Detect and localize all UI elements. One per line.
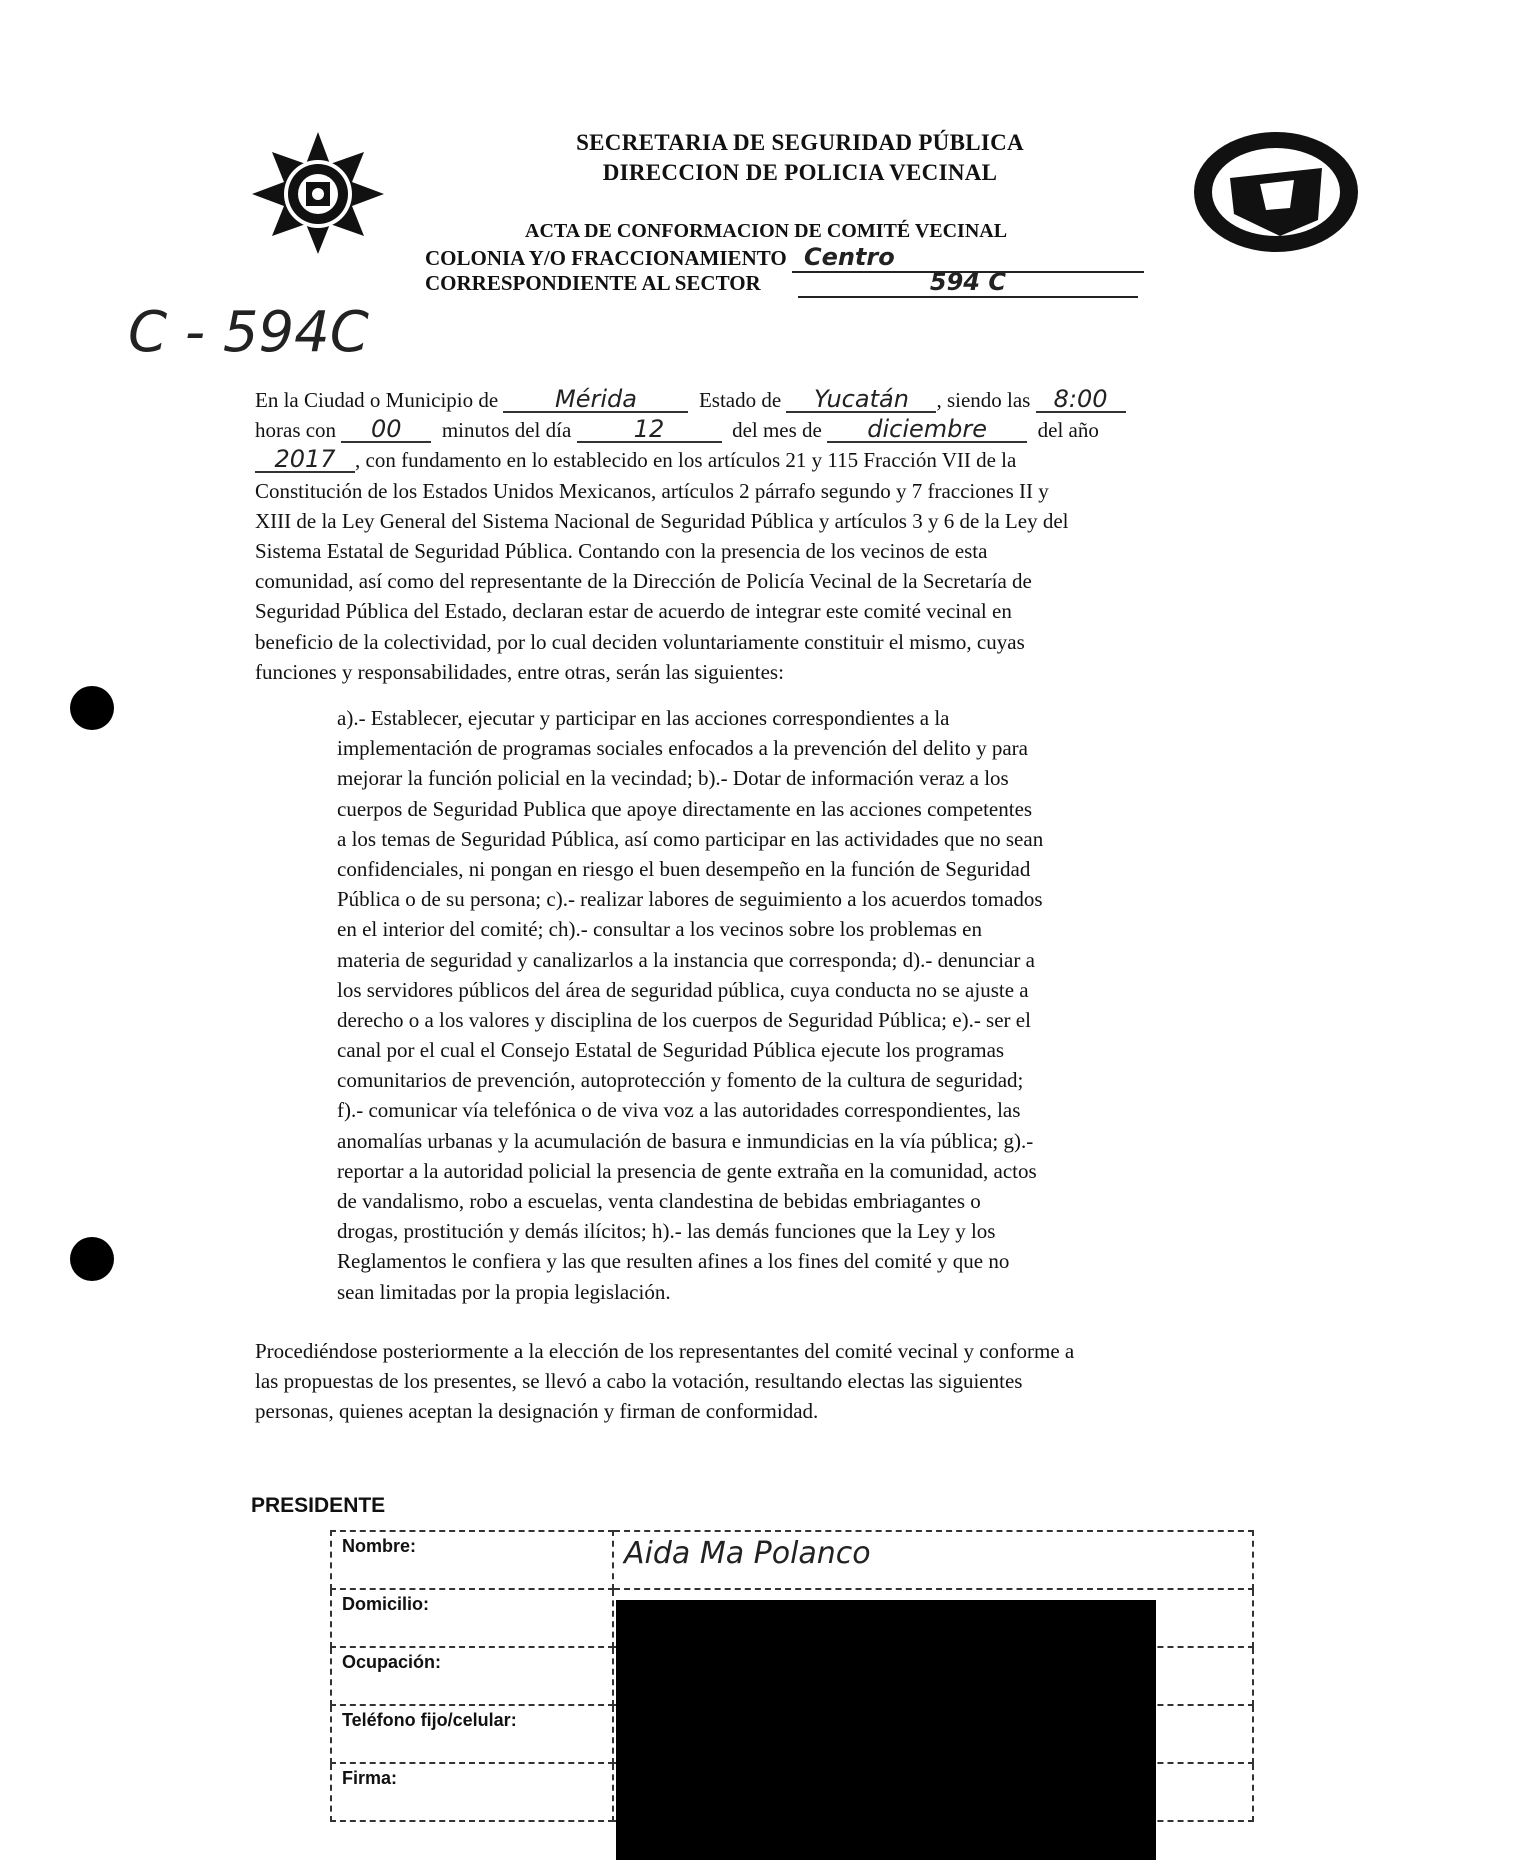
function-line: f).- comunicar vía telefónica o de viva voz a las autoridades correspondientes, las [337,1098,1021,1123]
intro-line: comunidad, así como del representante de la Dirección de Policía Vecinal de la Secretaría de [255,569,1032,594]
function-line: mejorar la función policial en la vecindad; b).- Dotar de información veraz a los [337,766,1009,791]
estado-field: Yucatán [786,387,936,413]
nombre-value [613,1531,1253,1589]
punch-hole [70,686,114,730]
intro-line: funciones y responsabilidades, entre otras, serán las siguientes: [255,659,784,684]
function-line: anomalías urbanas y la acumulación de basura e inmundicias en la vía pública; g).- [337,1128,1034,1153]
intro-line-3: 2017 , con fundamento en lo establecido en los artículos 21 y 115 Fracción VII de la [255,445,1340,475]
mes-field: diciembre [827,417,1027,443]
function-line: canal por el cual el Consejo Estatal de Seguridad Pública ejecute los programas [337,1038,1005,1063]
handwritten-sector-code: C - 594C [128,300,369,365]
act-title: ACTA DE CONFORMACION DE COMITÉ VECINAL [525,220,1008,242]
municipio-field: Mérida [503,387,688,413]
dia-field: 12 [577,417,722,443]
function-line: de vandalismo, robo a escuelas, venta clandestina de bebidas embriagantes o [337,1189,981,1213]
anio-field: 2017 [255,447,355,473]
agency-title: SECRETARIA DE SEGURIDAD PÚBLICA [576,130,1024,155]
closing-paragraph [255,1336,1340,1427]
colonia-label: COLONIA Y/O FRACCIONAMIENTO [425,246,787,270]
intro-line: XIII de la Ley General del Sistema Nacional de Seguridad Pública y artículos 3 y 6 de la Ley del [255,508,1069,533]
intro-line-2: horas con 00 minutos del día 12 del mes de diciembre del año [255,415,1099,444]
colonia-value: Centro [792,243,1144,273]
intro-line: Seguridad Pública del Estado, declaran estar de acuerdo de integrar este comité vecinal en [255,599,1012,624]
sector-row [425,268,1138,298]
sector-value: 594 C [798,268,1138,298]
closing-line: Procediéndose posteriormente a la elección de los representantes del comité vecinal y conforme a [255,1339,1075,1363]
function-line: comunitarios de prevención, autoprotección y fomento de la cultura de seguridad; [337,1068,1024,1093]
intro-line-1: En la Ciudad o Municipio de Mérida Estado de Yucatán , siendo las 8:00 [255,385,1340,415]
ocupacion-label: Ocupación: [331,1647,613,1705]
intro-paragraph [255,385,1340,687]
round-seal-icon [1190,128,1362,256]
function-line: confidenciales, ni pongan en riesgo el buen desempeño en la función de Seguridad [337,856,1031,881]
intro-line: Sistema Estatal de Seguridad Pública. Contando con la presencia de los vecinos de esta [255,538,988,563]
function-line: en el interior del comité; ch).- consultar a los vecinos sobre los problemas en [337,917,982,942]
function-line: los servidores públicos del área de seguridad pública, cuya conducta no se ajuste a [337,977,1029,1002]
function-line: sean limitadas por la propia legislación. [337,1279,671,1304]
function-line: a).- Establecer, ejecutar y participar en las acciones correspondientes a la [337,706,950,730]
domicilio-label: Domicilio: [331,1589,613,1647]
table-row [331,1531,1253,1589]
intro-line: Constitución de los Estados Unidos Mexicanos, artículos 2 párrafo segundo y 7 fracciones II y [255,478,1049,503]
nombre-signature: Aida Ma Polanco [624,1536,871,1571]
president-title: PRESIDENTE [251,1494,386,1517]
police-star-seal-icon [248,130,388,255]
nombre-label: Nombre: [331,1531,613,1589]
intro-line: beneficio de la colectividad, por lo cual deciden voluntariamente constituir el mismo, cuyas [255,629,1025,654]
agency-subtitle: DIRECCION DE POLICIA VECINAL [602,160,998,185]
function-line: reportar a la autoridad policial la presencia de gente extraña en la comunidad, actos [337,1158,1037,1183]
closing-line: personas, quienes aceptan la designación y firman de conformidad. [255,1399,819,1424]
telefono-label: Teléfono fijo/celular: [331,1705,613,1763]
function-line: Reglamentos le confiera y las que resulten afines a los fines del comité y que no [337,1249,1010,1274]
function-line: a los temas de Seguridad Pública, así como participar en las actividades que no sean [337,826,1044,851]
function-line: Pública o de su persona; c).- realizar labores de seguimiento a los acuerdos tomados [337,887,1043,912]
function-line: cuerpos de Seguridad Publica que apoye directamente en las acciones competentes [337,796,1033,821]
functions-list [337,703,1257,1307]
function-line: materia de seguridad y canalizarlos a la instancia que corresponda; d).- denunciar a [337,947,1035,972]
closing-line: las propuestas de los presentes, se llevó a cabo la votación, resultando electas las siguientes [255,1369,1023,1394]
function-line: implementación de programas sociales enfocados a la prevención del delito y para [337,736,1028,761]
function-line: drogas, prostitución y demás ilícitos; h).- las demás funciones que la Ley y los [337,1219,996,1244]
sector-label: CORRESPONDIENTE AL SECTOR [425,271,761,295]
minutos-field: 00 [341,417,431,443]
function-line: derecho o a los valores y disciplina de los cuerpos de Seguridad Pública; e).- ser el [337,1007,1031,1032]
hora-field: 8:00 [1036,387,1126,413]
punch-hole [70,1237,114,1281]
redaction-block [616,1600,1156,1860]
firma-label: Firma: [331,1763,613,1821]
